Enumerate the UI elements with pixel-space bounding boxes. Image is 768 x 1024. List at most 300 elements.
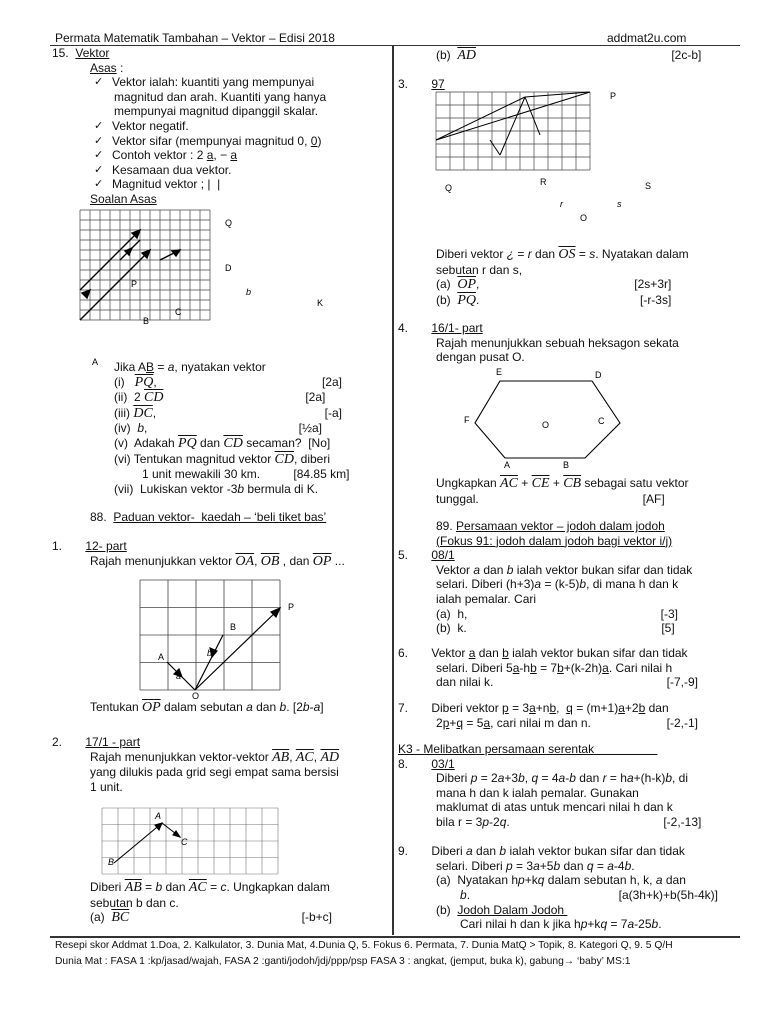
text-line: [398, 293, 698, 309]
text: s: [589, 247, 596, 261]
grid-diagram-4: [430, 85, 660, 225]
text: (a): [90, 910, 112, 925]
column-divider: [392, 45, 394, 935]
text: , diberi: [293, 451, 331, 466]
text: .: [506, 814, 510, 829]
text: Diberi vektor: [436, 247, 507, 261]
vector-notation: $\overline{OB}$: [260, 553, 280, 569]
text-line: [398, 844, 728, 859]
text: Cari nilai h dan k jika h: [460, 917, 581, 932]
grid-diagram-1: [70, 205, 390, 370]
answer: [-r-3s]: [639, 292, 698, 307]
text: mana h dan k ialah pemalar. Gunakan: [436, 785, 639, 800]
text: a: [246, 700, 253, 714]
text: tunggal.: [436, 491, 479, 506]
text: yang dilukis pada grid segi empat sama bersisi: [90, 765, 339, 780]
text: q: [456, 715, 464, 730]
text: r: [527, 247, 532, 261]
text: =: [141, 880, 156, 894]
text-line: [52, 390, 342, 406]
text-line: [398, 476, 698, 492]
text: dan nilai k.: [436, 675, 494, 690]
text-line: [398, 48, 728, 64]
text: dan: [560, 858, 587, 873]
section-k3: [398, 742, 728, 932]
text: a: [529, 701, 536, 715]
text: , −: [213, 148, 231, 163]
text: (b): [436, 292, 458, 307]
text: .: [476, 292, 480, 307]
text-line: [52, 700, 382, 716]
answer: [AF]: [642, 491, 698, 506]
text: ialah vektor bukan sifar dan tidak: [508, 646, 688, 660]
label-F: F: [464, 415, 470, 425]
text: b: [302, 700, 310, 714]
text: = 7: [536, 660, 558, 675]
question-4: [398, 321, 728, 365]
text: 16/1- part: [431, 321, 483, 335]
footer-line-1: Resepi skor Addmat 1.Doa, 2. Kalkulator, 3. Dunia Mat, 4.Dunia Q, 5. Fokus 6. Permata, 7. Dunia MatQ > Topik, 8. Kategori Q, 9. 5 Q/H: [55, 940, 673, 951]
text: ,: [153, 374, 157, 389]
text: 88.: [90, 510, 114, 524]
text: ]: [320, 700, 324, 714]
text: b: [499, 844, 507, 859]
label-K: K: [317, 298, 324, 308]
text: a: [534, 577, 542, 592]
text: ,: [254, 553, 261, 568]
text-line: [398, 716, 728, 731]
text-line: [398, 492, 698, 507]
text: +(k-2h): [563, 660, 603, 675]
text: 0: [310, 133, 318, 148]
text-line: [398, 757, 728, 772]
vector-notation: $\overline{OP}$: [312, 553, 332, 569]
header-title: Permata Matematik Tambahan – Vektor – Edisi 2018: [55, 31, 335, 45]
text-line: [398, 247, 698, 263]
text: +5: [539, 858, 554, 873]
text-line: [52, 360, 342, 375]
vector-notation: $\overline{OP}$: [457, 277, 477, 293]
text: selari. Diberi (h+3): [436, 577, 535, 592]
text: +: [517, 476, 532, 490]
text: q: [537, 873, 545, 888]
grid-diagram-3: [100, 805, 285, 877]
text: dalam sebutan h, k,: [544, 873, 656, 888]
label-A: A: [155, 811, 162, 821]
text-line: [398, 263, 698, 278]
footer-rule: [50, 936, 740, 938]
text: a: [618, 701, 625, 715]
text: dalam sebutan: [160, 700, 247, 714]
text: Ungkapkan: [436, 476, 501, 490]
text: 1 unit mewakili 30 km. [84.85 km]: [132, 467, 350, 482]
label-E: E: [496, 367, 503, 377]
text: Persamaan vektor – jodoh dalam jodoh: [456, 519, 665, 533]
text: p: [506, 858, 513, 873]
text: 2.: [52, 735, 86, 749]
answer: [-2,-1]: [666, 715, 728, 730]
label-C: C: [175, 307, 182, 317]
text: . Ungkapkan dalam: [226, 880, 330, 894]
text-line: [398, 661, 728, 676]
text: (i): [114, 374, 135, 389]
text-line: [52, 104, 382, 119]
text: +k: [524, 873, 538, 888]
label-D: D: [595, 370, 602, 380]
label-P: P: [131, 279, 138, 289]
text: 15.: [52, 46, 76, 60]
text: Rajah menunjukkan vektor-vektor: [90, 749, 273, 764]
answer: [-a]: [324, 405, 342, 420]
text-line: [398, 350, 728, 365]
text: b: [237, 481, 245, 496]
text: bila r = 3: [436, 814, 483, 829]
text: a: [533, 858, 540, 873]
text: 7. Diberi vektor: [398, 701, 503, 715]
text: p: [470, 771, 478, 786]
text: bermula di K.: [244, 481, 319, 496]
text-line: [398, 336, 728, 351]
text: ialah vektor bukan sifar dan tidak: [513, 562, 693, 577]
text-line: [398, 888, 728, 903]
text: a: [607, 858, 614, 873]
text: (vii) Lukiskan vektor -3: [114, 481, 238, 496]
text: selari. Diberi 5: [436, 660, 513, 675]
text: [398, 830, 401, 844]
text: p: [482, 814, 490, 829]
text-line: [398, 548, 728, 563]
question-2-ask: [52, 880, 352, 926]
text-line: [398, 592, 728, 607]
text: a: [497, 771, 505, 786]
text: Soalan Asas: [90, 191, 157, 206]
label-R: R: [540, 177, 547, 187]
label-b: b: [246, 287, 252, 297]
label-P: P: [610, 91, 617, 101]
answer: [2c-b]: [671, 48, 728, 62]
text-line: [52, 780, 382, 795]
label-b: b: [207, 648, 213, 658]
text-line: [398, 675, 728, 690]
text: B: [146, 360, 155, 374]
text-line: [52, 467, 350, 482]
text: 03/1: [431, 756, 455, 771]
text: (v) Adakah: [114, 435, 179, 450]
text: b: [460, 887, 467, 902]
text-line: [398, 277, 698, 293]
text: =: [593, 858, 608, 873]
text: =: [206, 880, 221, 894]
question-6: [398, 646, 728, 690]
text: maklumat di atas untuk mencari nilai h dan k: [436, 800, 673, 815]
text: (iv): [114, 421, 138, 436]
vector-notation: $\overline{AC}$: [295, 749, 314, 765]
text-line: [52, 406, 342, 422]
text: (b) k.: [436, 621, 467, 636]
text: -: [565, 771, 570, 786]
text-line: [52, 75, 382, 90]
text: +2: [624, 701, 639, 715]
text: , nyatakan vektor: [174, 360, 266, 374]
label-O: O: [580, 213, 588, 223]
text: q: [566, 701, 573, 715]
text: = 7: [607, 917, 628, 932]
label-Q: Q: [225, 218, 233, 228]
text: b: [651, 917, 659, 932]
text-line: [52, 750, 382, 766]
text: = 3: [512, 858, 534, 873]
text: ,: [556, 701, 567, 715]
text: a: [512, 660, 520, 675]
text: Diberi: [90, 880, 125, 894]
text-line: [398, 800, 728, 815]
text-line: [398, 607, 728, 622]
answer: [2a]: [321, 374, 342, 389]
text-line: [52, 880, 352, 896]
text: a: [313, 700, 321, 714]
text: = h: [606, 771, 627, 786]
text: a: [468, 646, 476, 660]
question-7: [398, 701, 728, 730]
text: ,: [289, 749, 296, 764]
text-line: [52, 119, 382, 134]
text: 9. Diberi: [398, 844, 467, 859]
text-line: [52, 452, 342, 468]
text: ,: [476, 277, 480, 292]
text: = 2: [477, 771, 498, 786]
vector-notation: $\overline{OP}$: [142, 700, 161, 715]
text: Magnitud vektor ; | |: [112, 177, 221, 192]
text: = (m+1): [572, 701, 619, 715]
text-line: [398, 815, 728, 830]
answer: [2a]: [305, 390, 342, 405]
vector-notation: $\overline{AD}$: [457, 48, 477, 63]
text-line: [52, 134, 382, 149]
text-line: [52, 554, 382, 570]
text-line: [52, 896, 352, 911]
text: = 5: [463, 715, 484, 730]
vector-notation: $\overline{OS}$: [558, 247, 576, 262]
text: .: [658, 917, 662, 932]
text: a: [655, 873, 663, 888]
answer: [½a]: [298, 421, 342, 436]
text: b: [579, 577, 587, 592]
text-line: [52, 765, 382, 780]
label-A: A: [504, 460, 511, 470]
label-A: A: [92, 357, 99, 367]
label-C: C: [598, 416, 605, 426]
text: Jodoh Dalam Jodoh: [457, 902, 568, 917]
text: b: [553, 858, 561, 873]
label-s: s: [617, 199, 622, 209]
text: q: [499, 814, 507, 829]
question-jika-ab: [52, 360, 350, 496]
text: :: [116, 60, 124, 75]
text: b: [137, 421, 145, 436]
text: , dan: [279, 553, 313, 568]
text: (a): [436, 277, 458, 292]
text: 6. Vektor: [398, 646, 469, 660]
text-line: [398, 786, 728, 801]
text: dan: [531, 247, 559, 261]
text: dan: [475, 646, 503, 660]
text-line: [398, 577, 728, 592]
text: 1.: [52, 539, 86, 553]
vector-notation: $\overline{AC}$: [500, 476, 518, 491]
text: (b): [436, 48, 458, 62]
text: Vektor sifar (mempunyai magnitud 0,: [112, 133, 311, 148]
footer-line-2: Dunia Mat : FASA 1 :kp/jasad/wajah, FASA 2 :ganti/jodoh/jdj/ppp/psp FASA 3 : angkat, (jemput, buka k), gabung→ ‘baby’ MS:1: [55, 956, 631, 967]
text: 12- part: [85, 539, 127, 553]
text: dan: [480, 562, 507, 577]
text-line: [398, 830, 728, 845]
text: ...: [331, 553, 345, 568]
text: mempunyai magnitud dipanggil skalar.: [114, 104, 319, 119]
text: magnitud dan arah. Kuantiti yang hanya: [114, 89, 327, 104]
text: b: [530, 660, 537, 675]
text: Vektor: [75, 46, 110, 60]
text: Jika A: [114, 360, 147, 374]
label-B: B: [108, 857, 115, 867]
text-line: [52, 735, 382, 750]
label-B: B: [143, 316, 150, 326]
text: 08/1: [431, 548, 455, 563]
text: =: [575, 247, 590, 261]
label-B: B: [563, 460, 570, 470]
text: Rajah menunjukkan sebuah heksagon sekata: [436, 335, 679, 350]
grid-diagram-2: [130, 575, 310, 705]
vector-notation: $\overline{AD}$: [320, 749, 340, 765]
label-Q: Q: [445, 183, 453, 193]
text-line: [52, 46, 382, 61]
text: b: [155, 880, 163, 894]
text: ¿: [506, 247, 515, 261]
text: a: [167, 360, 175, 374]
question-3-ask: [398, 247, 698, 308]
text: (iii): [114, 405, 134, 420]
text: = 3: [508, 701, 530, 715]
vector-notation: $\overline{PQ}$: [134, 374, 154, 390]
text: b: [569, 771, 576, 786]
text: Vektor negatif.: [112, 118, 189, 133]
text: q: [586, 858, 594, 873]
text: 17/1 - part: [85, 735, 141, 749]
text: K3 - Melibatkan persamaan serentak: [398, 742, 658, 756]
text: b: [624, 858, 632, 873]
text: ): [317, 133, 322, 148]
text: Vektor ialah: kuantiti yang mempunyai: [112, 75, 315, 90]
text-line: [398, 859, 728, 874]
text: -4: [613, 858, 625, 873]
text: , cari nilai m dan n.: [490, 715, 591, 730]
text: .: [466, 887, 471, 902]
answer: [-2,-13]: [663, 814, 728, 829]
text-line: [52, 177, 382, 192]
text: b: [518, 771, 525, 786]
section-89-question-5: [398, 519, 728, 636]
label-O: O: [192, 691, 200, 701]
text: +3: [504, 771, 519, 786]
text: 97: [431, 77, 445, 91]
text: dengan pusat O.: [436, 350, 525, 365]
text-line: [398, 563, 728, 578]
text: +k: [587, 917, 601, 932]
vector-notation: $\overline{BC}$: [111, 910, 130, 926]
text-line: [398, 646, 728, 661]
text-line: [52, 61, 382, 76]
text-line: [52, 910, 352, 926]
text: b: [502, 646, 509, 660]
text: a: [206, 148, 214, 163]
text: dan: [252, 700, 280, 714]
text-line: [52, 421, 342, 436]
text: ,: [144, 421, 148, 436]
text-line: [398, 771, 728, 786]
answer: [2s+3r]: [634, 277, 698, 292]
text-line: [398, 621, 728, 636]
text: p: [580, 917, 588, 932]
question-2b: [398, 48, 728, 64]
text: (a) h,: [436, 606, 468, 621]
label-a: a: [176, 671, 182, 681]
text: +: [549, 476, 564, 490]
text: secaman? [No]: [242, 435, 331, 450]
answer: [5]: [661, 621, 728, 636]
text: .: [631, 858, 635, 873]
text: b: [638, 701, 646, 715]
text: r: [602, 771, 607, 786]
hexagon-diagram: [455, 365, 625, 475]
answer: [-7,-9]: [666, 675, 728, 690]
text-line: [398, 321, 728, 336]
vector-notation: $\overline{PQ}$: [457, 292, 477, 308]
text: 5.: [398, 548, 432, 563]
text: sebagai satu vektor: [581, 476, 689, 490]
vector-notation: $\overline{CB}$: [563, 476, 582, 491]
header-site: addmat2u.com: [607, 31, 687, 45]
question-1-ask: [52, 700, 382, 716]
text: 1 unit.: [90, 779, 123, 794]
text: q: [600, 917, 608, 932]
text-line: [52, 148, 382, 163]
vector-notation: $\overline{OA}$: [235, 553, 255, 569]
text: , di mana h dan k: [586, 577, 679, 592]
text: sebutan b dan c.: [90, 895, 179, 910]
text: -: [309, 700, 314, 714]
question-1: [52, 539, 382, 569]
text: a: [626, 771, 634, 786]
text: b: [557, 660, 564, 675]
text: b: [506, 562, 514, 577]
text: b: [549, 701, 557, 715]
text: (ii) 2: [114, 390, 144, 405]
text-line: [52, 163, 382, 178]
text-line: [52, 539, 382, 554]
vector-notation: $\overline{CE}$: [531, 476, 550, 491]
text: a: [230, 148, 238, 163]
text: dan: [575, 771, 603, 786]
text: Diberi: [436, 771, 471, 786]
text-line: [52, 375, 342, 391]
vector-notation: $\overline{PQ}$: [178, 435, 197, 451]
text: =: [514, 247, 528, 261]
label-C: C: [181, 837, 188, 847]
text: b: [665, 771, 672, 786]
text: ,: [152, 405, 157, 420]
text: Tentukan: [90, 700, 143, 714]
label-S: S: [645, 181, 652, 191]
text: dan: [662, 873, 686, 888]
